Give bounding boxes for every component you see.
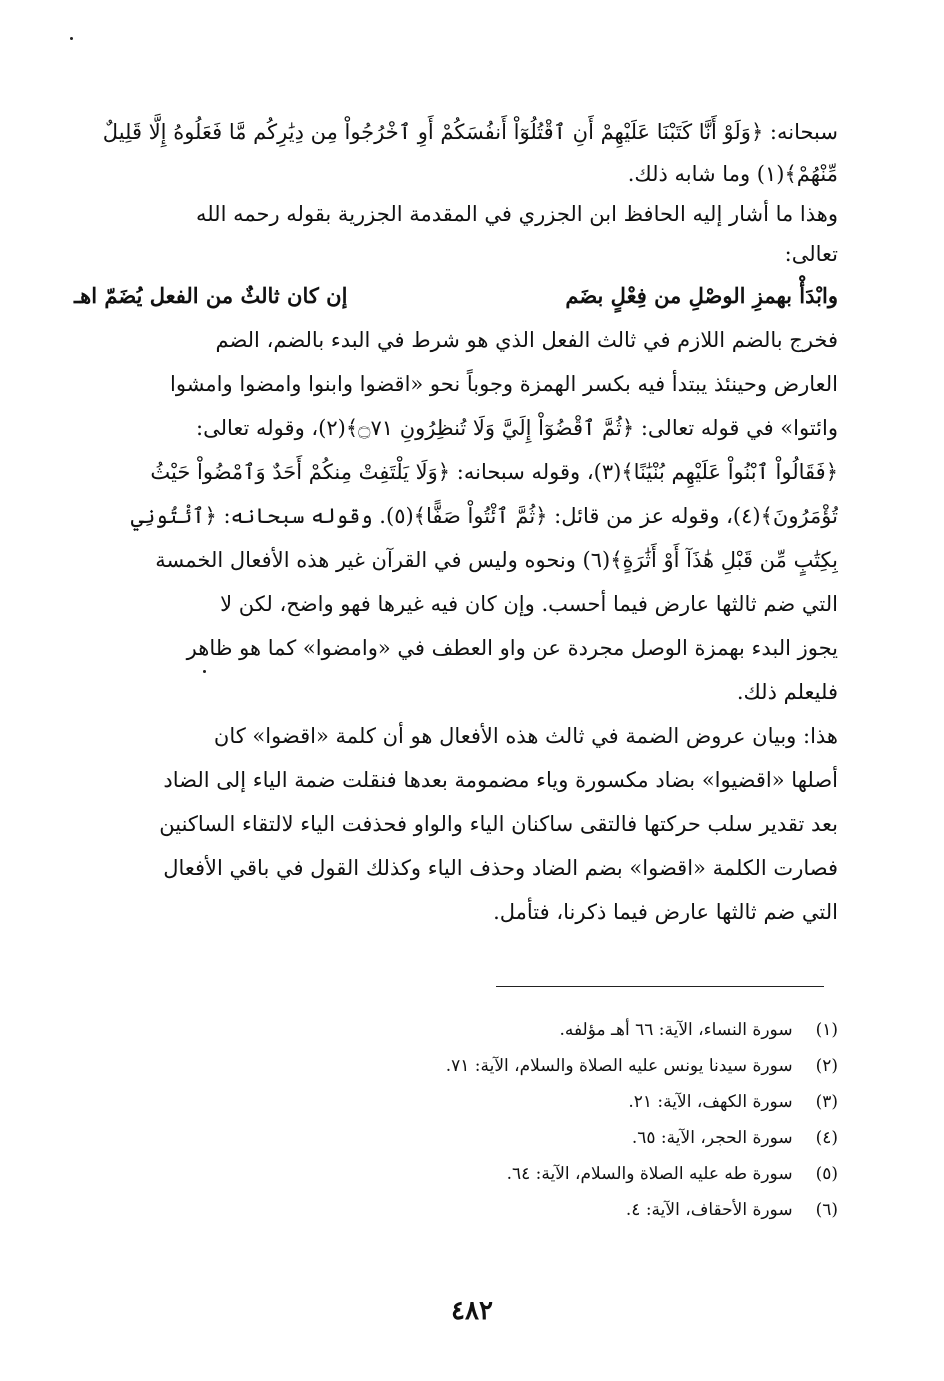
footnote-text: سورة طه عليه الصلاة والسلام، الآية: ٦٤. [506,1164,793,1184]
text-line: فصارت الكلمة «اقضوا» بضم الضاد وحذف الياء وكذلك القول في باقي الأفعال [163,856,838,880]
footnote-text: سورة الحجر، الآية: ٦٥. [631,1128,793,1148]
text-line: فليعلم ذلك. [736,680,838,704]
footnote-number: (٦) [815,1200,838,1220]
text-line: بعد تقدير سلب حركتها فالتقى ساكنان الياء والواو فحذفت الياء لالتقاء الساكنين [159,812,838,836]
text-line: يجوز البدء بهمزة الوصل مجردة عن واو العطف في «وامضوا» كما هو ظاهر [186,636,838,660]
text-line: العارض وحينئذ يبتدأ فيه بكسر الهمزة وجوباً نحو «اقضوا وابنوا وامضوا وامشوا [170,372,838,396]
text-line: هذا: وبيان عروض الضمة في ثالث هذه الأفعال هو أن كلمة «اقضوا» كان [213,724,838,748]
footnote [74,1084,838,1120]
text-line: ﴿فَقَالُواْ ٱبْنُواْ عَلَيْهِم بُنْيَٰنًا﴾(٣)، وقوله سبحانه: ﴿وَلَا يَلْتَفِتْ مِنكُمْ أَحَدٌ وَٱمْضُواْ حَيْثُ [150,460,838,484]
footnote-number: (٤) [815,1128,838,1148]
footnote-number: (٢) [815,1056,838,1076]
footnote-number: (٣) [815,1092,838,1112]
footnote [74,1156,838,1192]
text-line: تعالى: [784,242,838,266]
footnote-text: سورة سيدنا يونس عليه الصلاة والسلام، الآية: ٧١. [445,1056,793,1076]
verse-first-hemistich: وابْدَأْ بهمزِ الوصْلِ من فِعْلٍ بضَم [565,283,838,308]
text-line: سبحانه: ﴿وَلَوْ أَنَّا كَتَبْنَا عَلَيْهِمْ أَنِ ٱقْتُلُوٓاْ أَنفُسَكُمْ أَوِ ٱخْرُجُواْ مِن دِيَٰرِكُم مَّا فَعَلُوهُ إِلَّا قَلِيلٌ [102,120,838,144]
text-line: تُؤْمَرُونَ﴾(٤)، وقوله عز من قائل: ﴿ثُمَّ ٱئْتُواْ صَفًّا﴾(٥). وقوله سبحانه: ﴿ٱئْتُونِي [130,504,838,528]
footnote [74,1048,838,1084]
text-line: فخرج بالضم اللازم في ثالث الفعل الذي هو شرط في البدء بالضم، الضم [215,328,838,352]
page-number: ٤٨٢ [451,1296,493,1326]
footnote-text: سورة النساء، الآية: ٦٦ أهـ مؤلفه. [559,1020,793,1040]
footnote-number: (٥) [815,1164,838,1184]
footnote-text: سورة الكهف، الآية: ٢١. [628,1092,793,1112]
footnotes [74,1012,838,1228]
footnote [74,1120,838,1156]
footnote-text: سورة الأحقاف، الآية: ٤. [625,1200,793,1220]
footnote-separator [496,986,824,987]
scan-speck [70,37,73,40]
text-line: وهذا ما أشار إليه الحافظ ابن الجزري في المقدمة الجزرية بقوله رحمه الله [195,202,838,226]
footnote [74,1012,838,1048]
footnote-number: (١) [815,1020,838,1040]
text-line: بِكِتَٰبٍ مِّن قَبْلِ هَٰذَآ أَوْ أَثَٰرَةٍ﴾(٦) ونحوه وليس في القرآن غير هذه الأفعال الخمسة [155,548,838,572]
text-line: مِّنْهُمْ﴾(١) وما شابه ذلك. [627,162,838,186]
footnote [74,1192,838,1228]
main-text [74,110,838,934]
text-line: التي ضم ثالثها عارض فيما أحسب. وإن كان فيه غيرها فهو واضح، لكن لا [220,592,838,616]
text-line: وائتوا» في قوله تعالى: ﴿ثُمَّ ٱقْضُوٓاْ إِلَيَّ وَلَا تُنظِرُونِ ۝٧١﴾(٢)، وقوله تعالى: [196,416,838,440]
poetry-verse [74,274,838,318]
text-line: التي ضم ثالثها عارض فيما ذكرنا، فتأمل. [493,900,838,924]
verse-second-hemistich: إن كان ثالثٌ من الفعل يُضَمّ اهـ [74,283,348,308]
text-line: أصلها «اقضيوا» بضاد مكسورة وياء مضمومة بعدها فنقلت ضمة الياء إلى الضاد [163,768,838,792]
